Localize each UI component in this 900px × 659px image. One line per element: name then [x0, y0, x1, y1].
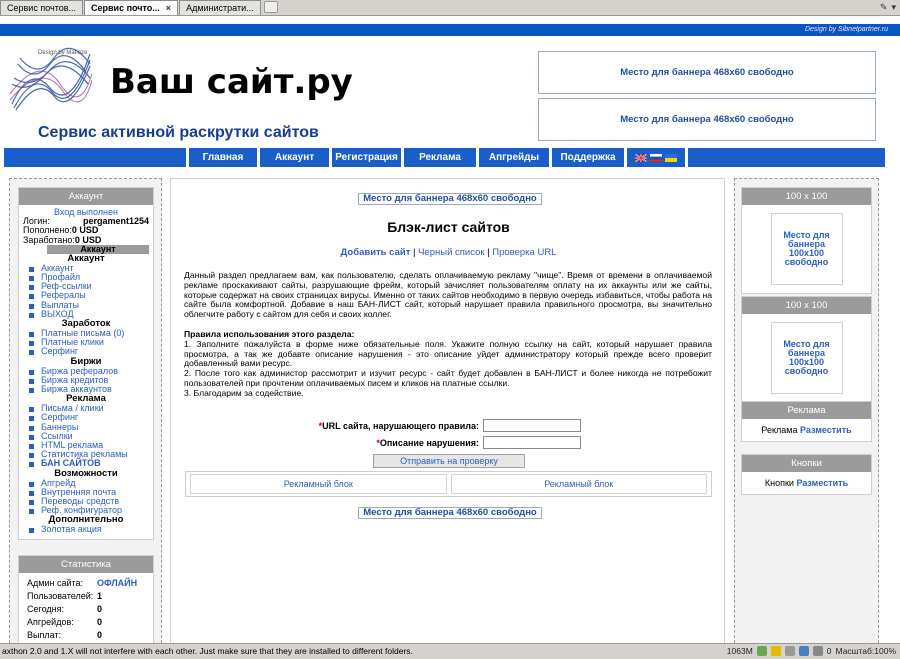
buttons-text: Кнопки: [764, 478, 794, 488]
memory-readout: 1063M: [726, 646, 753, 656]
design-credit: Design by Sibnetpartner.ru: [804, 26, 888, 33]
language-flags: [624, 148, 688, 167]
banner-100-header: 100 x 100: [742, 188, 871, 205]
status-icon-4[interactable]: [799, 646, 809, 656]
topup-label: Пополнено:: [23, 225, 72, 236]
tools-icon[interactable]: ✎: [879, 2, 888, 12]
nav-ads[interactable]: Реклама: [401, 148, 476, 167]
status-message: axthon 2.0 and 1.X will not interfere with each other. Just make sure that they are installed to different folders.: [2, 646, 413, 656]
page-title: Блэк-лист сайтов: [387, 219, 510, 235]
new-tab-button[interactable]: [264, 1, 278, 13]
uk-flag-icon[interactable]: [635, 154, 647, 162]
add-site-link[interactable]: Добавить сайт: [340, 247, 411, 258]
ads-box-header: Реклама: [742, 402, 871, 419]
stat-row: [27, 590, 145, 603]
banner-100-box-1: [741, 187, 872, 294]
browser-tab-2[interactable]: [84, 0, 178, 15]
nav-account[interactable]: Аккаунт: [257, 148, 329, 167]
menu-site-ban[interactable]: БАН САЙТОВ: [23, 459, 149, 468]
login-value: pergament1254: [82, 216, 149, 227]
stat-value: 0: [97, 617, 103, 627]
ads-place-link[interactable]: Разместить: [799, 425, 852, 435]
menu-internal-mail[interactable]: Внутренняя почта: [23, 488, 149, 497]
stats-box: [18, 555, 154, 647]
stat-label: Пользователей:: [27, 591, 94, 601]
stats-box-header: Статистика: [19, 556, 153, 573]
ad-blocks-row: [185, 471, 712, 497]
main-content: [170, 178, 725, 648]
section-title-account: Аккаунт: [67, 252, 105, 264]
rules-title: Правила использования этого раздела:: [184, 328, 355, 339]
section-title-features: Возможности: [54, 467, 118, 479]
close-icon[interactable]: ×: [165, 3, 172, 13]
menu-account[interactable]: Аккаунт: [23, 264, 149, 273]
ads-box: [741, 401, 872, 442]
left-sidebar: [9, 178, 162, 648]
login-label: Логин:: [23, 216, 50, 227]
zoom-readout[interactable]: Масштаб:100%: [835, 646, 896, 656]
menu-upgrade[interactable]: Апгрейд: [23, 479, 149, 488]
section-title-extra: Дополнительно: [48, 514, 124, 526]
section-title-earnings: Заработок: [61, 318, 111, 330]
menu-profile[interactable]: Профайл: [23, 273, 149, 282]
logo-caption: Design by Mafioze: [38, 50, 88, 56]
rule-2: 2. После того как администор рассмотрит и изучит ресурс - сайт будет добавлен в БАН-ЛИСТ и более никогда не потребожит пользователей при прочтении оплачиваемых писем и кликов на платные ссылки.: [184, 368, 712, 388]
banner-100-header: 100 x 100: [742, 297, 871, 314]
account-box: [18, 187, 154, 540]
menu-banners[interactable]: Баннеры: [23, 423, 149, 432]
blacklist-link[interactable]: Черный список: [418, 247, 485, 258]
site-title[interactable]: Ваш сайт.ру: [110, 62, 353, 102]
lightning-icon[interactable]: [771, 646, 781, 656]
tab-label: Сервис почтов...: [7, 3, 76, 13]
account-bar: Аккаунт: [47, 245, 149, 254]
menu-links[interactable]: Ссылки: [23, 432, 149, 441]
menu-emails-clicks[interactable]: Письма / клики: [23, 404, 149, 413]
url-form-row: [171, 419, 726, 432]
buttons-box: [741, 454, 872, 495]
status-icon-5[interactable]: [813, 646, 823, 656]
tab-label: Сервис почто...: [91, 3, 160, 13]
menu-transfers[interactable]: Переводы средств: [23, 497, 149, 506]
link-separator: |: [412, 247, 416, 258]
browser-status-bar: [0, 643, 900, 659]
stat-value: 0: [97, 604, 103, 614]
nav-upgrades[interactable]: Апгрейды: [476, 148, 549, 167]
banner-468-top[interactable]: Место для баннера 468х60 свободно: [538, 51, 876, 94]
description-input[interactable]: [483, 436, 581, 449]
ukraine-flag-icon[interactable]: [665, 154, 677, 162]
desc-form-row: [171, 436, 726, 449]
submit-button[interactable]: Отправить на проверку: [373, 454, 525, 468]
menu-ref-links[interactable]: Реф-ссылки: [23, 282, 149, 291]
earned-label: Заработано:: [23, 234, 75, 245]
menu-ads-surfing[interactable]: Серфинг: [23, 413, 149, 422]
nav-register[interactable]: Регистрация: [329, 148, 401, 167]
stat-row: [27, 603, 145, 616]
ad-block-right[interactable]: Рекламный блок: [451, 474, 708, 494]
menu-account-exchange[interactable]: Биржа аккаунтов: [23, 385, 149, 394]
status-icon-1[interactable]: [757, 646, 767, 656]
banner-100-box-2: [741, 296, 872, 403]
desc-label: Описание нарушения:: [379, 437, 479, 448]
stat-label: Выплат:: [27, 630, 62, 640]
intro-text-block: [184, 271, 712, 399]
blacklist-links: [171, 247, 726, 258]
stat-row: [27, 616, 145, 629]
stat-row: [27, 629, 145, 642]
url-label: URL сайта, нарушающего правила:: [322, 420, 479, 431]
banner-100-slot-2[interactable]: Место для баннера 100x100 свободно: [771, 322, 843, 394]
menu-html-ads[interactable]: HTML реклама: [23, 441, 149, 450]
required-mark: *: [318, 420, 323, 431]
menu-referrals[interactable]: Рефералы: [23, 291, 149, 300]
browser-tab-1[interactable]: [0, 0, 83, 15]
menu-credit-exchange[interactable]: Биржа кредитов: [23, 376, 149, 385]
admin-status-value: ОФЛАЙН: [97, 578, 138, 588]
menu-ref-configurator[interactable]: Реф. конфигуратор: [23, 506, 149, 515]
right-sidebar: [734, 178, 879, 648]
site-logo: [10, 44, 92, 112]
nav-support[interactable]: Поддержка: [549, 148, 624, 167]
nav-home[interactable]: Главная: [186, 148, 257, 167]
required-mark: *: [376, 437, 380, 448]
content-banner-top[interactable]: Место для баннера 468х60 свободно: [358, 193, 542, 205]
main-nav: [4, 148, 885, 167]
menu-paid-clicks[interactable]: Платные клики: [23, 338, 149, 347]
banner-100-slot-1[interactable]: Место для баннера 100x100 свободно: [771, 213, 843, 285]
stat-label: Апгрейдов:: [27, 617, 74, 627]
buttons-place-link[interactable]: Разместить: [796, 478, 849, 488]
tab-label: Администрати...: [186, 3, 254, 13]
menu-ad-stats[interactable]: Статистика рекламы: [23, 450, 149, 459]
credit-strip: [0, 24, 900, 36]
link-separator: |: [487, 247, 490, 258]
section-title-ads: Реклама: [66, 393, 106, 405]
topup-value: 0 USD: [71, 225, 99, 236]
counter-readout: 0: [826, 646, 832, 656]
section-title-exchanges: Биржи: [70, 355, 102, 367]
browser-tab-bar: [0, 0, 900, 16]
stat-label: Админ сайта:: [27, 578, 83, 588]
menu-gold-promo[interactable]: Золотая акция: [23, 525, 149, 534]
banner-468-second[interactable]: Место для баннера 468х60 свободно: [538, 98, 876, 141]
url-input[interactable]: [483, 419, 581, 432]
russia-flag-icon[interactable]: [650, 154, 662, 162]
content-banner-bottom[interactable]: Место для баннера 468х60 свободно: [358, 507, 542, 519]
menu-logout[interactable]: ВЫХОД: [23, 310, 149, 319]
earned-value: 0 USD: [74, 234, 102, 245]
menu-arrow-icon[interactable]: ▾: [891, 2, 896, 12]
browser-tab-3[interactable]: [179, 0, 261, 15]
logged-in-status: Вход выполнен: [54, 207, 118, 217]
account-box-header: Аккаунт: [19, 188, 153, 205]
stat-value: 0: [97, 630, 103, 640]
site-slogan: Сервис активной раскрутки сайтов: [38, 124, 319, 141]
stat-label: Сегодня:: [27, 604, 64, 614]
stat-value: 1: [97, 591, 103, 601]
ads-text: Реклама: [761, 425, 798, 435]
ad-block-left[interactable]: Рекламный блок: [190, 474, 447, 494]
status-icon-3[interactable]: [785, 646, 795, 656]
rule-1: 1. Заполните пожалуйста в форме ниже обязательные поля. Укажите полную ссылку на сайт, который нарушает правила просмотра, а так же добавте описание нарушения - это описание уйдет администратору который прежде всего проверит добавленный вами ресурс.: [184, 338, 712, 369]
check-url-link[interactable]: Проверка URL: [492, 247, 557, 258]
menu-paid-emails[interactable]: Платные письма (0): [23, 329, 149, 338]
menu-surfing[interactable]: Серфинг: [23, 347, 149, 356]
intro-paragraph: Данный раздел предлагаем вам, как пользователю, сделать оплачиваемую рекламу "чище". Время от времени в оплачиваемой рекламе проскакивают сайты, разрушающие фрейм, который зачисляет пользователям оплату на их аккаунты или же сайты, которые содержат на своих страницах вирусы. Именно от таких сайтов необходимо в первую очередь избавиться, чтобы работа на сайте была комфортной. Добавие в наш БАН-ЛИСТ сайт, который нарушает правила правильного просмотра, вы значительно облегчите работу с сайтом для себя и своих коллег.: [184, 270, 712, 320]
menu-referral-exchange[interactable]: Биржа рефералов: [23, 367, 149, 376]
buttons-box-header: Кнопки: [742, 455, 871, 472]
menu-payouts[interactable]: Выплаты: [23, 301, 149, 310]
stat-row: [27, 577, 145, 590]
rule-3: 3. Благодарим за содействие.: [184, 387, 304, 398]
